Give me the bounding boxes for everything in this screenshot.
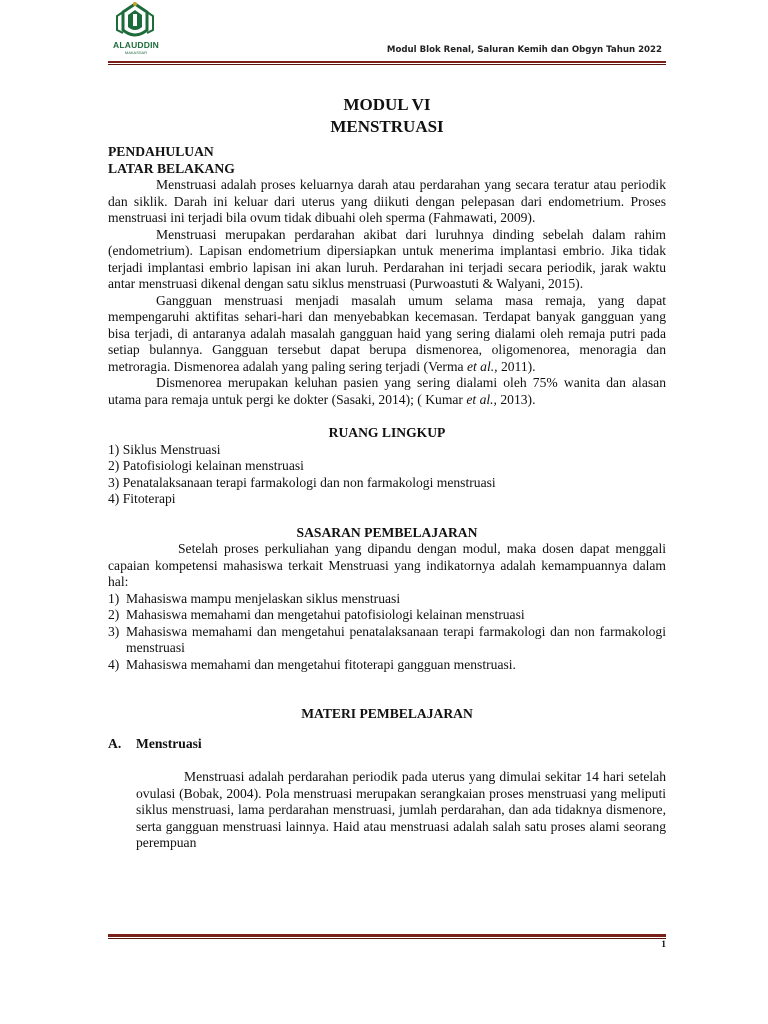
list-item: 3) Mahasiswa memahami dan mengetahui penatalaksanaan terapi farmakologi dan non farmakologi menstruasi <box>108 623 666 655</box>
list-item: 4) Mahasiswa memahami dan mengetahui fitoterapi gangguan menstruasi. <box>108 656 516 672</box>
header-rule-thin <box>108 64 666 65</box>
alauddin-emblem-icon <box>100 0 170 44</box>
logo-name: ALAUDDIN <box>113 40 159 50</box>
heading-pendahuluan: PENDAHULUAN <box>108 144 214 159</box>
module-subtitle: MENSTRUASI <box>330 117 444 136</box>
module-title: MODUL VI <box>343 95 431 114</box>
header-rule <box>108 61 666 63</box>
page-content <box>108 94 666 852</box>
list-item: 2) Mahasiswa memahami dan mengetahui patofisiologi kelainan menstruasi <box>108 607 525 622</box>
page-number: 1 <box>661 940 666 950</box>
list-item: 2) Patofisiologi kelainan menstruasi <box>108 458 304 473</box>
heading-latar-belakang: LATAR BELAKANG <box>108 160 235 176</box>
list-item: 1) Mahasiswa mampu menjelaskan siklus menstruasi <box>108 590 401 606</box>
subheading-menstruasi: A. Menstruasi <box>108 735 202 751</box>
paragraph-3: Gangguan menstruasi menjadi masalah umum selama masa remaja, yang dapat mempengaruhi aktifitas sehari-hari dan menyebabkan kecemasan. Terdapat banyak gangguan yang bisa terjadi, di antaranya adalah masalah gangguan haid yang sering dialami oleh remaja putri pada setiap bulannya. Gangguan tersebut dapat berupa dismenorea, oligomenorea, menoragia dan metroragia. Dismenorea adalah yang paling sering terjadi (Verma et al., 2011). <box>108 292 666 374</box>
list-item: 1) Siklus Menstruasi <box>108 441 221 457</box>
heading-materi: MATERI PEMBELAJARAN <box>301 706 473 721</box>
logo-subtitle: MAKASSAR <box>124 50 148 55</box>
heading-ruang-lingkup: RUANG LINGKUP <box>328 425 446 440</box>
footer-rule <box>108 934 666 937</box>
heading-sasaran: SASARAN PEMBELAJARAN <box>296 524 478 540</box>
running-head: Modul Blok Renal, Saluran Kemih dan Obgyn Tahun 2022 <box>386 45 662 55</box>
paragraph-4: Dismenorea merupakan keluhan pasien yang sering dialami oleh 75% wanita dan alasan utama para remaja untuk pergi ke dokter (Sasaki, 2014); ( Kumar et al., 2013). <box>108 375 666 407</box>
list-item: 3) Penatalaksanaan terapi farmakologi dan non farmakologi menstruasi <box>108 474 496 490</box>
objectives-list <box>108 591 666 674</box>
paragraph-1: Menstruasi adalah proses keluarnya darah atau perdarahan yang secara teratur atau periodik dan siklik. Darah ini keluar dari uterus yang diikuti dengan pelepasan dari endometrium. Proses menstruasi ini terjadi bila ovum tidak dibuahi oleh sperma (Fahmawati, 2009). <box>108 177 666 225</box>
list-item: 4) Fitoterapi <box>108 491 176 506</box>
footer-rule-thin <box>108 938 666 939</box>
materi-paragraph-1: Menstruasi adalah perdarahan periodik pada uterus yang dimulai sekitar 14 hari setelah ovulasi (Bobak, 2004). Pola menstruasi merupakan serangkaian proses menstruasi yang meliputi siklus menstruasi, lama perdarahan menstruasi, jumlah perdarahan, dan ada tidaknya dismenore, serta gangguan menstruasi lainnya. Haid atau menstruasi adalah salah satu proses alami seorang perempuan <box>136 769 666 850</box>
sasaran-intro: Setelah proses perkuliahan yang dipandu dengan modul, maka dosen dapat menggali capaian kompetensi mahasiswa terkait Menstruasi yang indikatornya adalah kemampuannya dalam hal: <box>108 541 666 589</box>
scope-list <box>108 442 666 508</box>
paragraph-2: Menstruasi merupakan perdarahan akibat dari luruhnya dinding sebelah dalam rahim (endometrium). Lapisan endometrium dipersiapkan untuk menerima implantasi embrio. Jika tidak terjadi implantasi embrio lapisan ini akan luruh. Perdarahan ini terjadi secara periodik, jarak waktu antar menstruasi dikenal dengan satu siklus menstruasi (Purwoastuti & Walyani, 2015). <box>108 226 666 291</box>
